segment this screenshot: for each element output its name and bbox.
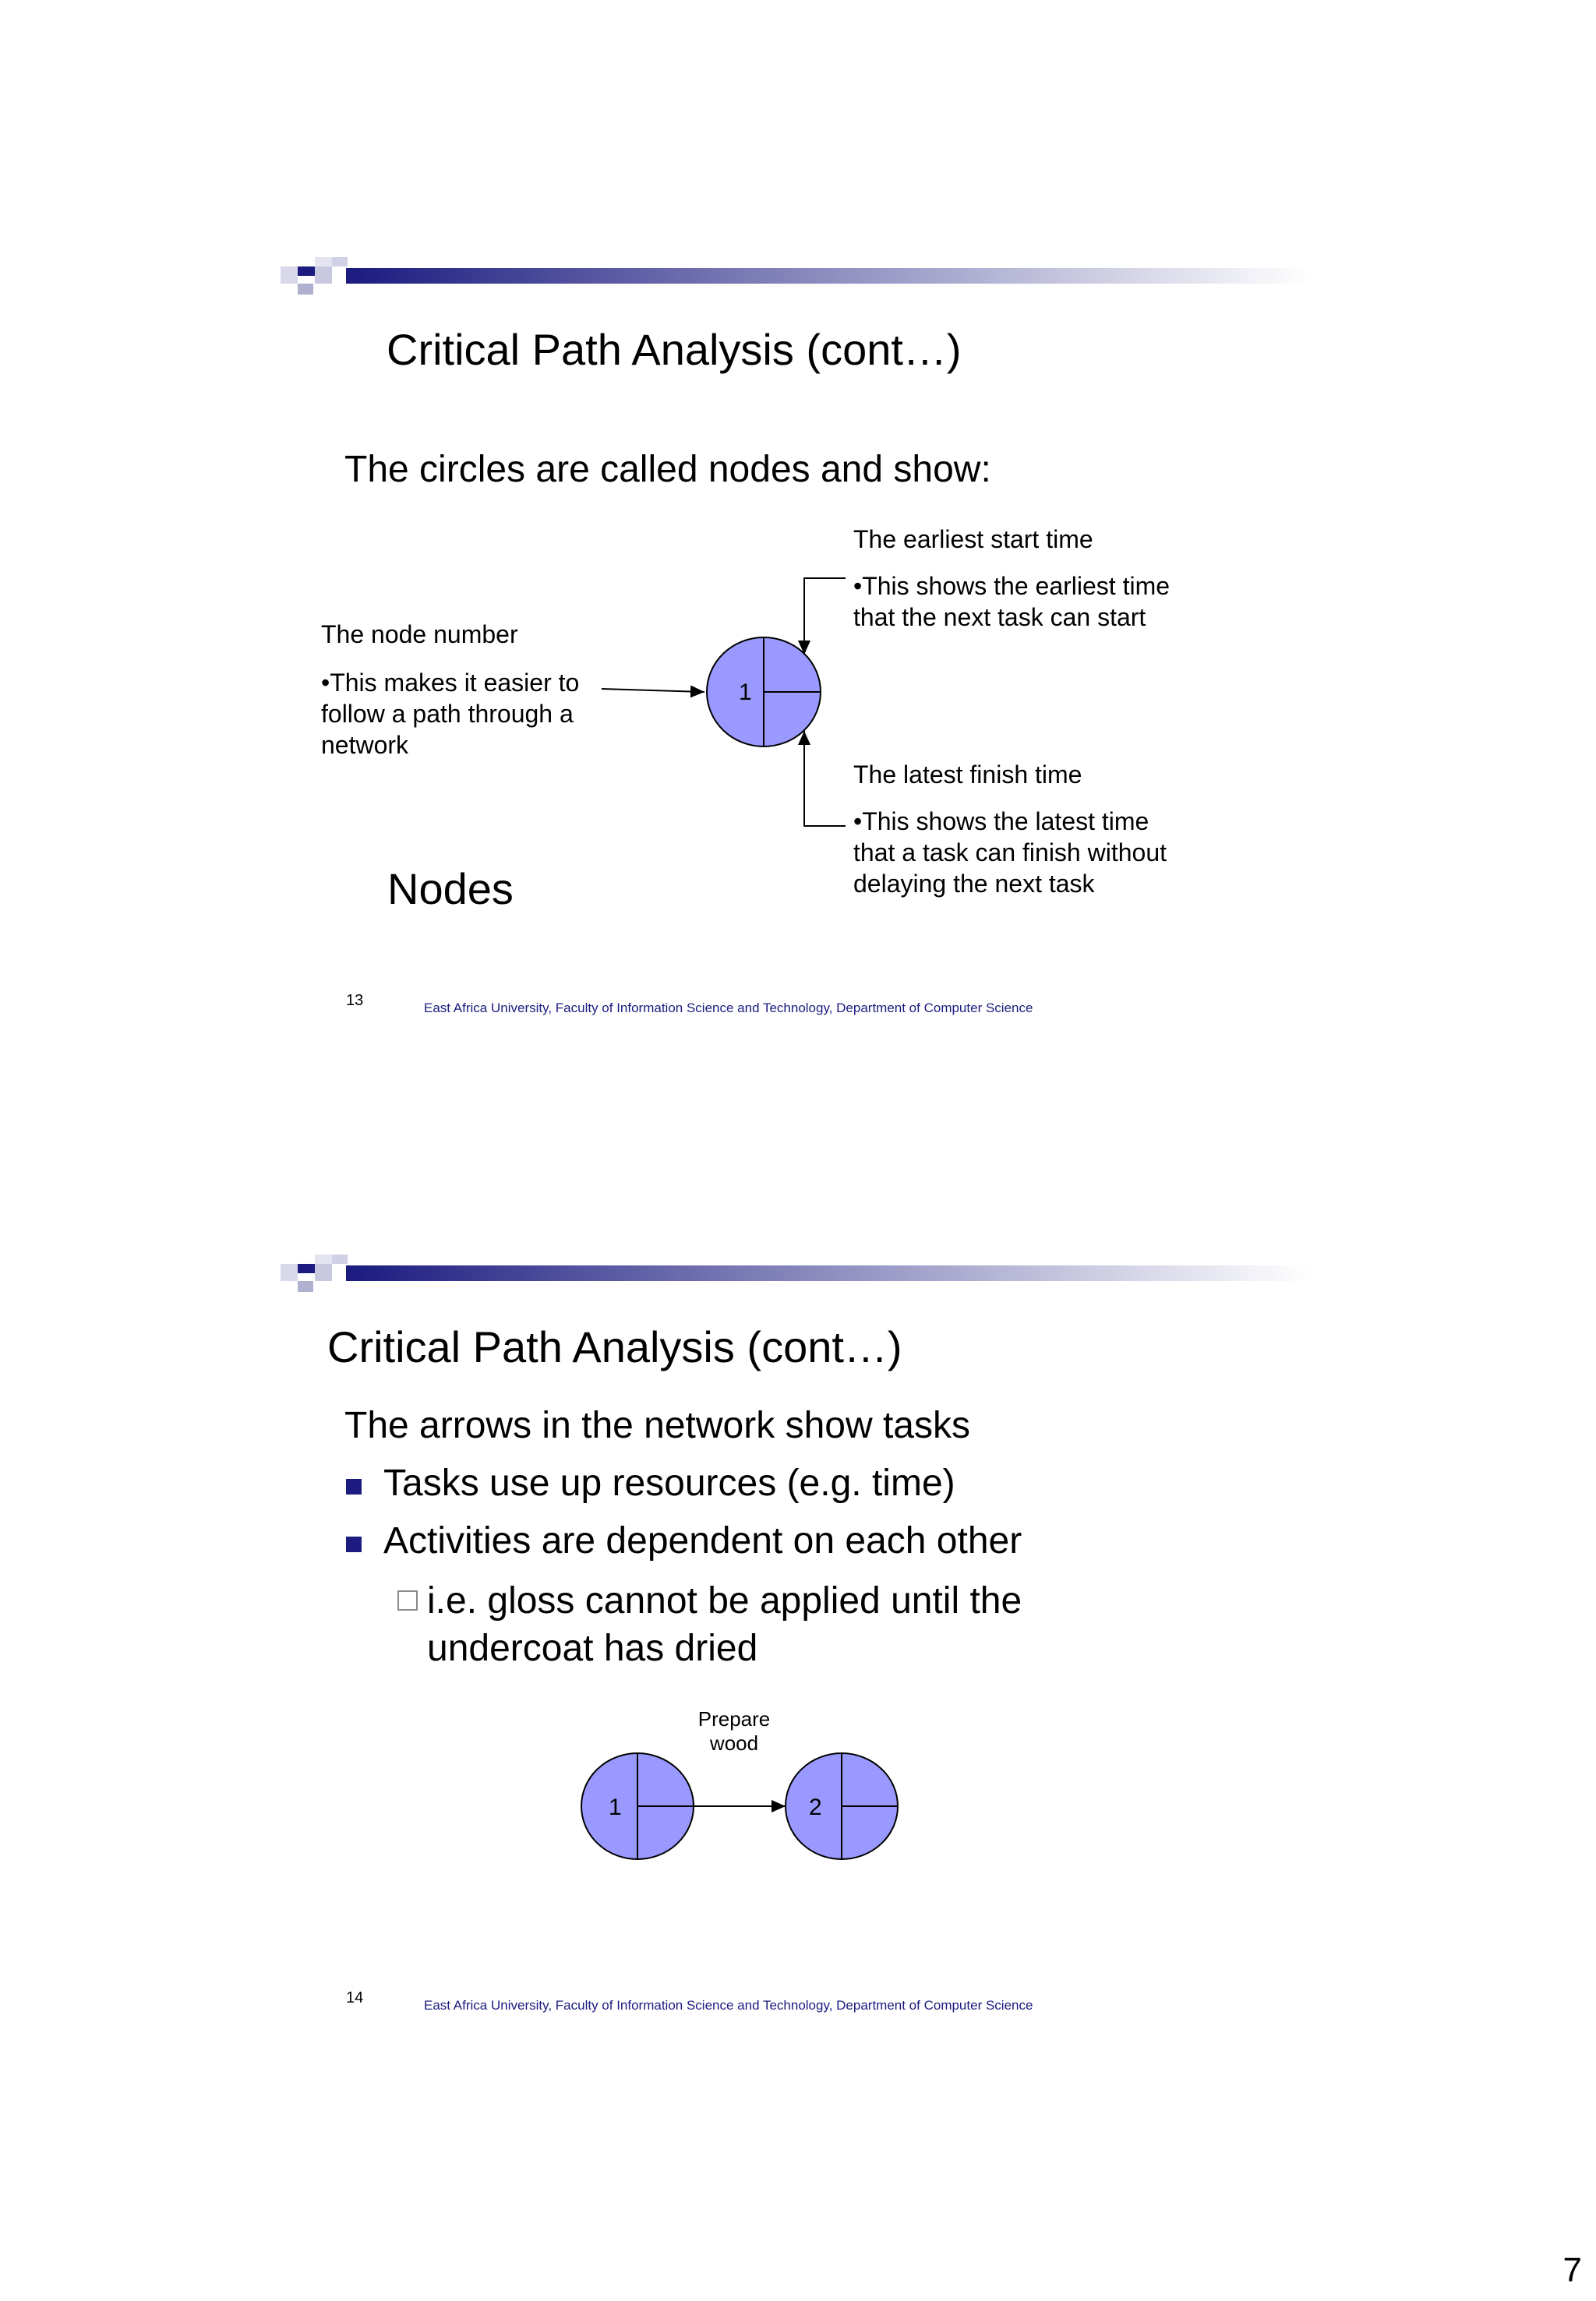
task-label: Prepare — [697, 1707, 771, 1731]
node-number-desc: •This makes it easier to follow a path through a network — [321, 669, 580, 759]
page-number: 7 — [1562, 2251, 1582, 2289]
bullet-item: Activities are dependent on each other — [383, 1520, 1022, 1562]
nodes-caption: Nodes — [387, 864, 514, 913]
node-label-1: 1 — [609, 1795, 622, 1820]
earliest-start-arrow — [804, 578, 846, 655]
slide-subtitle: The circles are called nodes and show: — [344, 449, 991, 490]
slide-footer: East Africa University, Faculty of Information Science and Technology, Department of Computer Science — [424, 1998, 1033, 2013]
earliest-start-desc: •This shows the earliest time that the next task can start — [853, 572, 1171, 631]
slide-title: Critical Path Analysis (cont…) — [387, 325, 962, 374]
earliest-start-heading: The earliest start time — [853, 525, 1093, 553]
node-number-arrow — [602, 689, 704, 692]
node-label-2: 2 — [809, 1795, 822, 1820]
latest-finish-heading: The latest finish time — [853, 761, 1082, 789]
node-label: 1 — [739, 679, 752, 705]
sub-bullet-item: i.e. gloss cannot be applied until the undercoat has dried — [427, 1580, 1022, 1669]
task-label: wood — [709, 1731, 759, 1755]
slide-intro: The arrows in the network show tasks — [344, 1405, 970, 1446]
slide-title: Critical Path Analysis (cont…) — [327, 1322, 902, 1371]
slide-footer: East Africa University, Faculty of Information Science and Technology, Department of Computer Science — [424, 1001, 1033, 1015]
task-network-diagram — [281, 1255, 1309, 2049]
node-number-heading: The node number — [321, 620, 518, 648]
slide-number: 13 — [346, 992, 364, 1009]
slide-number: 14 — [346, 1989, 364, 2006]
latest-finish-arrow — [804, 731, 846, 826]
slide-14 — [281, 1255, 1309, 2049]
latest-finish-desc: •This shows the latest time that a task can finish without delaying the next task — [853, 807, 1167, 898]
bullet-item: Tasks use up resources (e.g. time) — [383, 1463, 955, 1504]
slide-13 — [281, 257, 1309, 1052]
node-diagram — [281, 257, 1309, 1052]
